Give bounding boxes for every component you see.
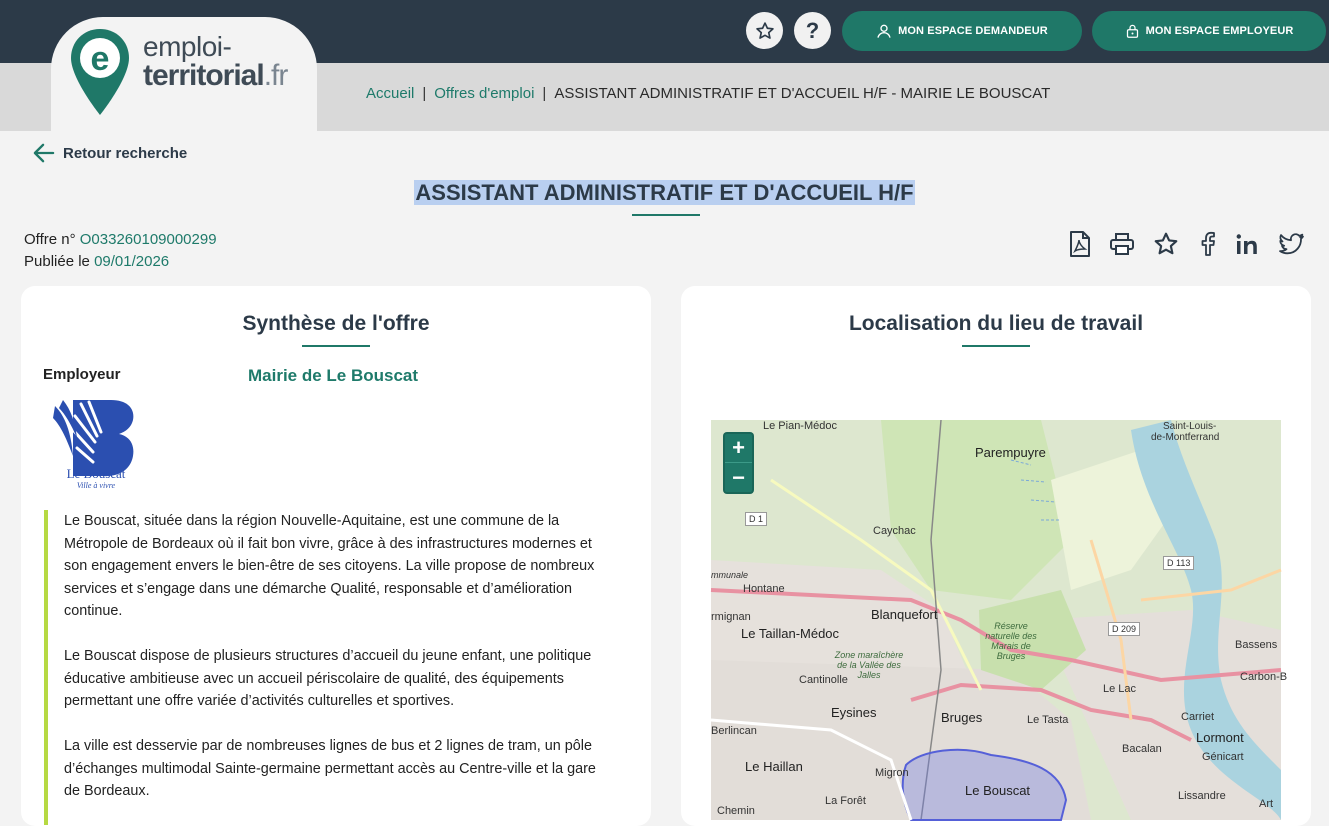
map-label: Zone maraîchère de la Vallée des Jalles bbox=[834, 650, 904, 680]
offer-number-label: Offre n° bbox=[24, 231, 76, 248]
espace-demandeur-label: MON ESPACE DEMANDEUR bbox=[898, 25, 1048, 37]
espace-employeur-button[interactable] bbox=[1092, 11, 1326, 51]
breadcrumb-offers-link[interactable]: Offres d'emploi bbox=[434, 85, 535, 102]
espace-employeur-label: MON ESPACE EMPLOYEUR bbox=[1145, 25, 1294, 37]
published-label: Publiée le bbox=[24, 253, 90, 270]
map-label: Génicart bbox=[1202, 751, 1244, 763]
map-label: de-Montferrand bbox=[1151, 432, 1220, 443]
map-label: Parempuyre bbox=[975, 445, 1046, 460]
map-label: Hontane bbox=[743, 583, 785, 595]
synthese-title: Synthèse de l'offre bbox=[242, 312, 430, 335]
breadcrumb-separator: | bbox=[542, 85, 547, 102]
map-road-label: D 1 bbox=[745, 512, 767, 526]
employer-label: Employeur bbox=[43, 366, 121, 383]
map-label: La Forêt bbox=[825, 795, 866, 807]
breadcrumb-home-link[interactable]: Accueil bbox=[366, 85, 415, 102]
map-label: Bruges bbox=[941, 710, 983, 725]
back-to-search-link[interactable] bbox=[33, 143, 187, 163]
map-label: Berlincan bbox=[711, 725, 757, 737]
print-button[interactable] bbox=[1107, 229, 1137, 259]
site-logo[interactable] bbox=[51, 17, 317, 131]
share-facebook-button[interactable] bbox=[1193, 229, 1223, 259]
zoom-out-button[interactable]: − bbox=[732, 464, 745, 490]
map-label: Le Lac bbox=[1103, 683, 1137, 695]
share-linkedin-button[interactable] bbox=[1232, 229, 1262, 259]
map-label: Lormont bbox=[1196, 730, 1244, 745]
map-label: Le Taillan-Médoc bbox=[741, 626, 840, 641]
star-icon bbox=[755, 21, 775, 41]
map-label: Le Bouscat bbox=[965, 783, 1031, 798]
description-paragraph: Le Bouscat, située dans la région Nouvelle-Aquitaine, est une commune de la Métropole de Bordeaux où il fait bon vivre, grâce à des infrastructures modernes et son engagement envers le bien-être de ses citoyens. La ville propose de nombreux services et s’engage dans une démarche Qualité, responsable et d’amélioration continue. bbox=[64, 513, 595, 619]
bookmark-offer-button[interactable] bbox=[1151, 229, 1181, 259]
map-label: Cantinolle bbox=[799, 674, 848, 686]
favorites-button[interactable] bbox=[746, 12, 783, 49]
twitter-icon bbox=[1279, 233, 1305, 255]
employer-logo-tagline: Ville à vivre bbox=[76, 481, 116, 490]
map-label: rmignan bbox=[711, 611, 751, 623]
map-zoom-controls bbox=[723, 432, 754, 494]
map-label: Blanquefort bbox=[871, 607, 938, 622]
logo-text-emploi: emploi- bbox=[143, 31, 232, 62]
localisation-card bbox=[681, 286, 1311, 826]
description-paragraph: La ville est desservie par de nombreuses lignes de bus et 2 lignes de tram, un pôle d’échanges multimodal Sainte-germaine permettant accès au Centre-ville et la gare de Bordeaux. bbox=[64, 738, 596, 799]
map-label: Bacalan bbox=[1122, 743, 1162, 755]
star-icon bbox=[1153, 231, 1179, 257]
lock-icon bbox=[1125, 23, 1140, 39]
employer-logo-name: Le Bouscat bbox=[66, 466, 126, 481]
breadcrumb bbox=[366, 85, 1050, 102]
map-road-label: D 209 bbox=[1108, 622, 1140, 636]
map-label: Le Haillan bbox=[745, 759, 803, 774]
map-label: Le Tasta bbox=[1027, 714, 1069, 726]
map-label: Chemin bbox=[717, 805, 755, 817]
zoom-in-button[interactable]: + bbox=[725, 434, 752, 463]
location-pin-logo-icon bbox=[69, 27, 131, 117]
pdf-icon bbox=[1069, 231, 1091, 257]
breadcrumb-current: ASSISTANT ADMINISTRATIF ET D'ACCUEIL H/F - MAIRIE LE BOUSCAT bbox=[554, 85, 1051, 102]
printer-icon bbox=[1110, 233, 1134, 255]
share-twitter-button[interactable] bbox=[1277, 229, 1307, 259]
map-label: Migron bbox=[875, 767, 909, 779]
map-label: Réserve naturelle des Marais de Bruges bbox=[985, 621, 1037, 661]
location-map[interactable] bbox=[711, 420, 1288, 820]
back-label: Retour recherche bbox=[63, 144, 188, 162]
linkedin-icon bbox=[1235, 233, 1259, 255]
map-label: Eysines bbox=[831, 705, 877, 720]
facebook-icon bbox=[1201, 232, 1215, 256]
map-label: Bassens bbox=[1235, 639, 1278, 651]
map-label: Caychac bbox=[873, 525, 916, 537]
arrow-left-icon bbox=[33, 143, 55, 163]
offer-number: O033260109000299 bbox=[79, 231, 217, 248]
pdf-download-button[interactable] bbox=[1065, 229, 1095, 259]
offer-meta bbox=[24, 229, 217, 273]
page-title: ASSISTANT ADMINISTRATIF ET D'ACCUEIL H/F bbox=[415, 180, 914, 205]
description-paragraph: Le Bouscat dispose de plusieurs structures d’accueil du jeune enfant, une politique éducative ambitieuse avec un accueil périscolaire de qualité, des équipements permettant une offre variée d’activités culturelles et sportives. bbox=[64, 648, 592, 709]
employer-name: Mairie de Le Bouscat bbox=[248, 366, 419, 385]
synthese-card bbox=[21, 286, 651, 826]
help-button[interactable] bbox=[794, 12, 831, 49]
question-icon: ? bbox=[805, 17, 820, 43]
employer-logo bbox=[51, 396, 141, 492]
breadcrumb-separator: | bbox=[422, 85, 427, 102]
map-label: Le Pian-Médoc bbox=[763, 420, 837, 432]
logo-text-territorial: territorial.fr bbox=[143, 59, 288, 92]
espace-demandeur-button[interactable] bbox=[842, 11, 1082, 51]
map-label: Saint-Louis- bbox=[1163, 421, 1217, 432]
employer-description bbox=[44, 510, 614, 825]
map-label: Carbon-B bbox=[1240, 671, 1288, 683]
localisation-underline bbox=[962, 345, 1030, 347]
published-date: 09/01/2026 bbox=[94, 253, 170, 270]
svg-text:e: e bbox=[90, 40, 110, 78]
synthese-underline bbox=[302, 345, 370, 347]
title-underline bbox=[632, 214, 700, 216]
map-label: Lissandre bbox=[1178, 790, 1226, 802]
user-icon bbox=[876, 23, 892, 39]
localisation-title: Localisation du lieu de travail bbox=[848, 312, 1144, 335]
map-road-label: D 113 bbox=[1163, 556, 1194, 570]
map-label: Carriet bbox=[1181, 711, 1215, 723]
map-label: mmunale bbox=[711, 570, 749, 580]
map-label: Art bbox=[1259, 798, 1274, 810]
